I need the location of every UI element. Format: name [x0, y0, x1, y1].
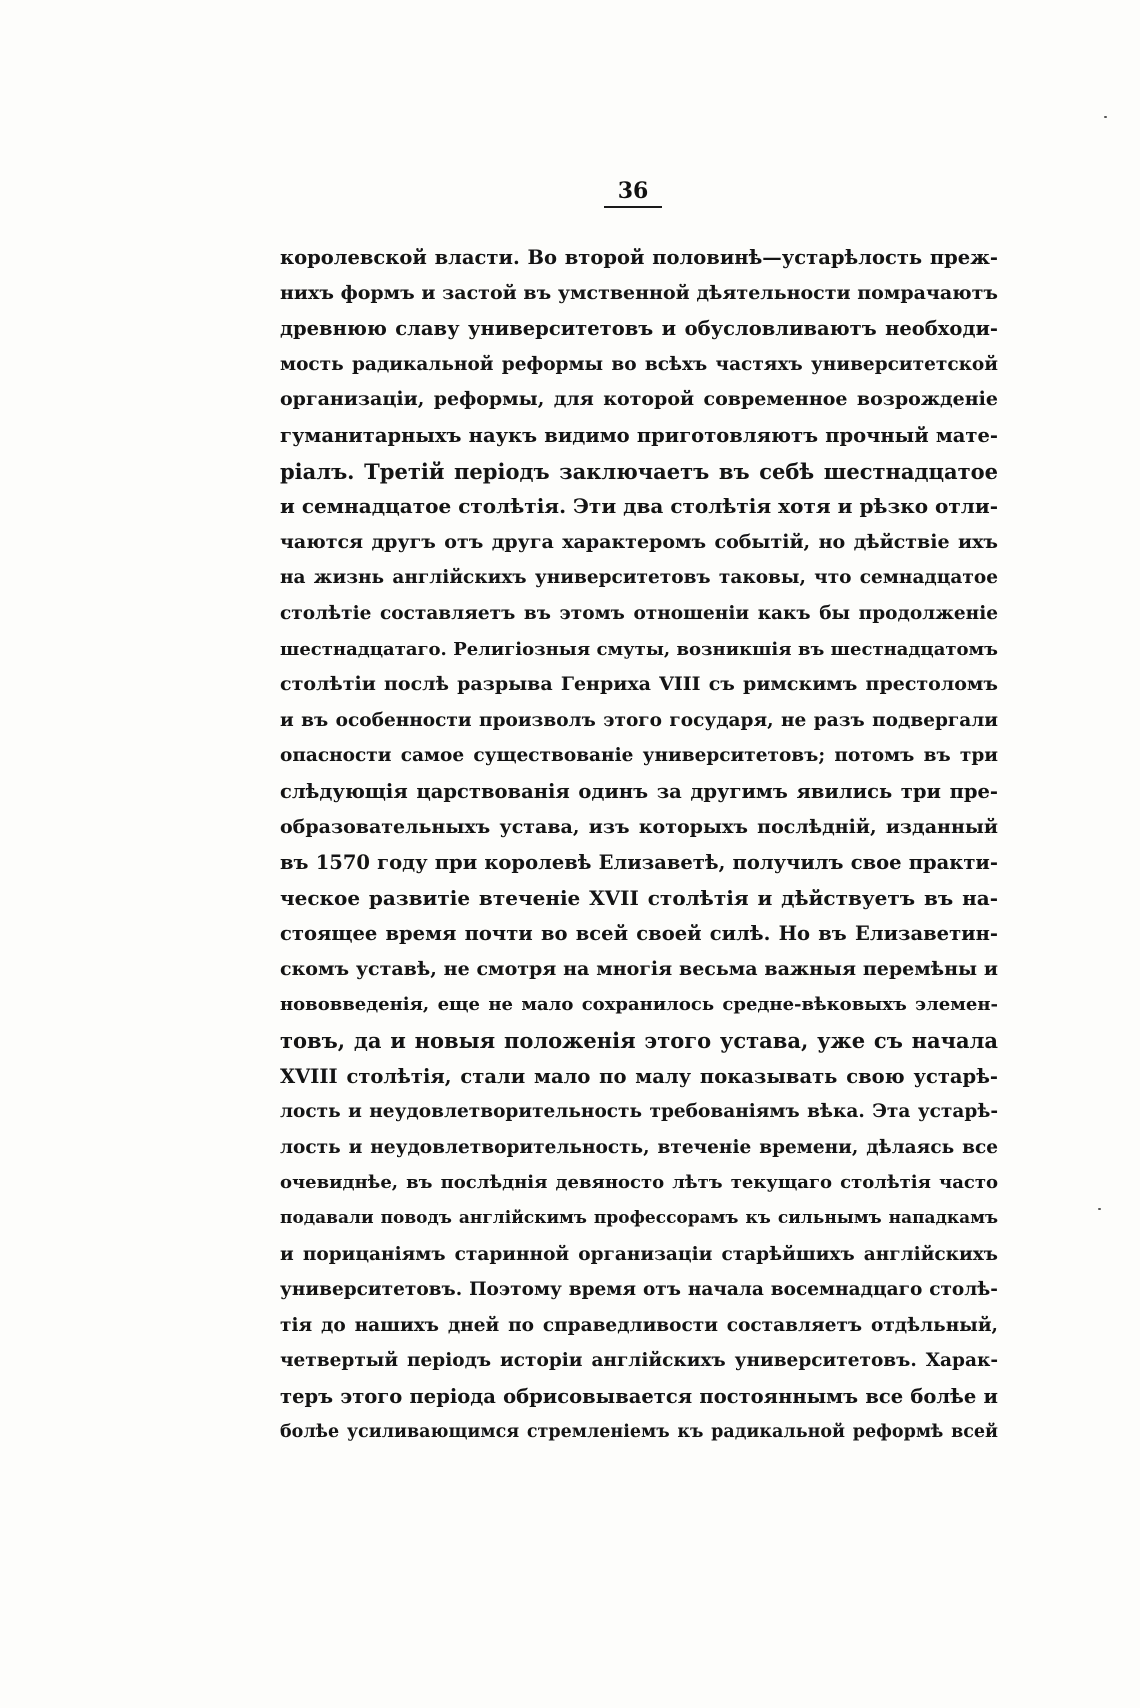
text-line: стоящее время почти во всей своей силѣ. Но въ Елизаветин- — [280, 922, 998, 946]
text-line: образовательныхъ устава, изъ которыхъ послѣдній, изданный — [280, 815, 998, 838]
text-line: лость и неудовлетворительность, втеченіе времени, дѣлаясь все — [280, 1136, 998, 1158]
text-line: очевиднѣе, въ послѣднія девяносто лѣтъ текущаго столѣтія часто — [280, 1172, 998, 1194]
text-line: товъ, да и новыя положенія этого устава, уже съ начала — [280, 1028, 998, 1054]
text-line: болѣе усиливающимся стремленіемъ къ радикальной реформѣ всей — [280, 1421, 998, 1442]
text-line: опасности самое существованіе университетовъ; потомъ въ три — [280, 745, 998, 767]
text-line: ческое развитіе втеченіе XVII столѣтія и дѣйствуетъ въ на- — [280, 885, 998, 910]
text-line: на жизнь англійскихъ университетовъ таковы, что семнадцатое — [280, 567, 998, 589]
text-line: и въ особенности произволъ этого государя, не разъ подвергали — [280, 709, 998, 731]
text-line: мость радикальной реформы во всѣхъ частяхъ университетской — [280, 353, 998, 375]
text-line: университетовъ. Поэтому время отъ начала восемнадцаго столѣ- — [280, 1279, 998, 1301]
text-line: скомъ уставѣ, не смотря на многія весьма важныя перемѣны и — [280, 957, 998, 980]
text-line: подавали поводъ англійскимъ профессорамъ къ сильнымъ нападкамъ — [280, 1208, 998, 1229]
text-line: гуманитарныхъ наукъ видимо приготовляютъ прочный мате- — [280, 423, 998, 447]
text-line: шестнадцатаго. Религіозныя смуты, возникшія въ шестнадцатомъ — [280, 638, 998, 660]
text-line: въ 1570 году при королевѣ Елизаветѣ, получилъ свое практи- — [280, 851, 998, 875]
scan-speck — [1104, 116, 1107, 118]
text-line: древнюю славу университетовъ и обусловливаютъ необходи- — [280, 317, 998, 341]
text-line: теръ этого періода обрисовывается постояннымъ все болѣе и — [280, 1385, 998, 1408]
text-line: тія до нашихъ дней по справедливости составляетъ отдѣльный, — [280, 1314, 998, 1336]
text-line: королевской власти. Во второй половинѣ—устарѣлость преж- — [280, 246, 998, 269]
text-line: столѣтіи послѣ разрыва Генриха VIII съ римскимъ престоломъ — [280, 673, 998, 696]
text-line: столѣтіе составляетъ въ этомъ отношеніи какъ бы продолженіе — [280, 602, 998, 624]
page-number: 36 — [617, 178, 649, 204]
text-line: и порицаніямъ старинной организаціи старѣйшихъ англійскихъ — [280, 1243, 998, 1265]
text-line: лость и неудовлетворительность требованіямъ вѣка. Эта устарѣ- — [280, 1101, 998, 1123]
page-number-rule — [604, 206, 662, 208]
text-line: четвертый періодъ исторіи англійскихъ университетовъ. Харак- — [280, 1350, 998, 1372]
text-line: чаются другъ отъ друга характеромъ событій, но дѣйствіе ихъ — [280, 530, 998, 553]
text-line: ріалъ. Третій періодъ заключаетъ въ себѣ шестнадцатое — [280, 458, 998, 484]
text-line: XVIII столѣтія, стали мало по малу показывать свою устарѣ- — [280, 1064, 998, 1088]
text-line: нововведенія, еще не мало сохранилось средне-вѣковыхъ элемен- — [280, 994, 998, 1016]
text-line: организаціи, реформы, для которой современное возрожденіе — [280, 388, 998, 411]
text-line: слѣдующія царствованія одинъ за другимъ явились три пре- — [280, 779, 998, 803]
body-text — [280, 240, 998, 1450]
text-line: и семнадцатое столѣтія. Эти два столѣтія хотя и рѣзко отли- — [280, 494, 998, 519]
text-line: нихъ формъ и застой въ умственной дѣятельности помрачаютъ — [280, 281, 998, 304]
scan-speck — [1098, 1208, 1101, 1210]
